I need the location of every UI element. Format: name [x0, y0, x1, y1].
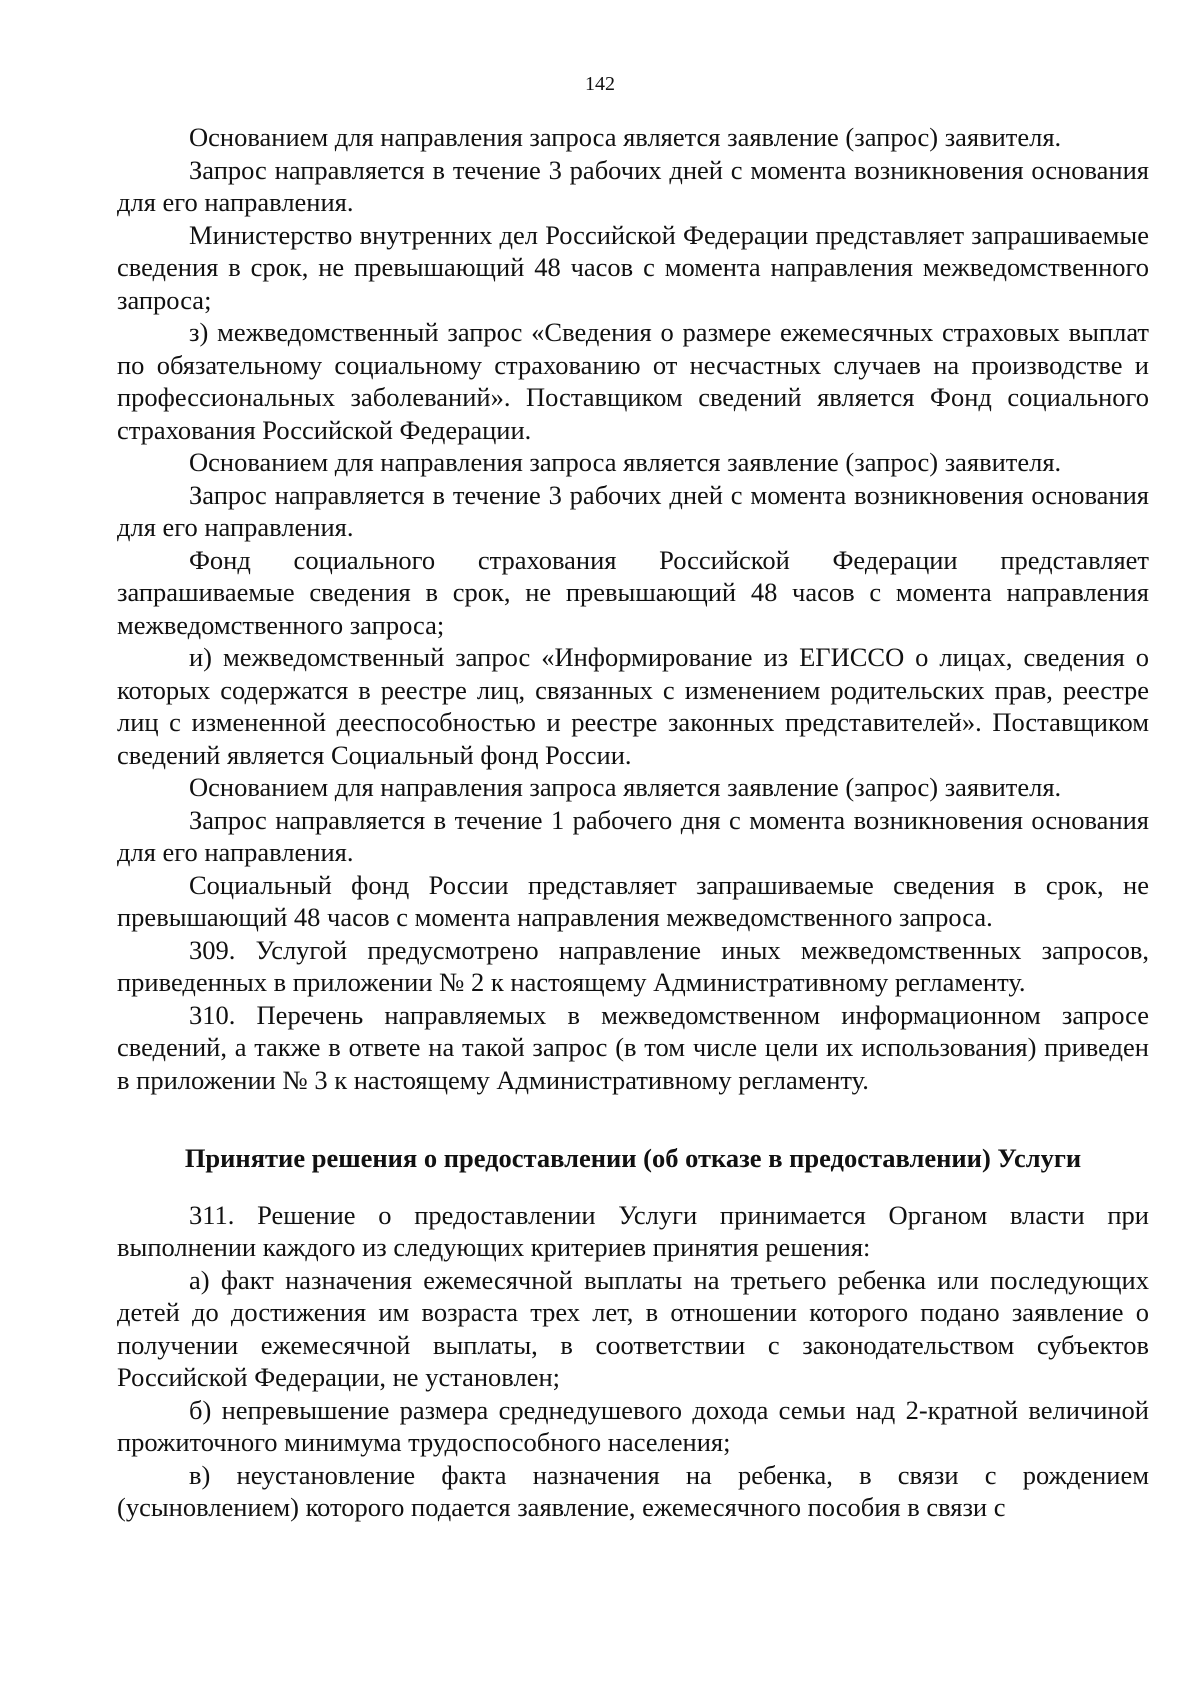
paragraph: з) межведомственный запрос «Сведения о размере ежемесячных страховых выплат по обязательному социальному страхованию от несчастных случаев на производстве и профессиональных заболеваний». Поставщиком сведений является Фонд социального страхования Российской Федерации. [117, 317, 1149, 445]
paragraph: 311. Решение о предоставлении Услуги принимается Органом власти при выполнении каждого из следующих критериев принятия решения: [117, 1199, 1149, 1262]
section-heading: Принятие решения о предоставлении (об отказе в предоставлении) Услуги [184, 1143, 1082, 1173]
paragraph: б) непревышение размера среднедушевого дохода семьи над 2-кратной величиной прожиточного минимума трудоспособного населения; [117, 1394, 1149, 1457]
paragraph: Основанием для направления запроса является заявление (запрос) заявителя. [189, 772, 1062, 802]
paragraph: Социальный фонд России представляет запрашиваемые сведения в срок, не превышающий 48 часов с момента направления межведомственного запроса. [117, 869, 1149, 932]
paragraph: и) межведомственный запрос «Информирование из ЕГИССО о лицах, сведения о которых содержатся в реестре лиц, связанных с изменением родительских прав, реестре лиц с измененной дееспособностью и реестре законных представителей». Поставщиком сведений является Социальный фонд России. [117, 642, 1149, 770]
paragraph: в) неустановление факта назначения на ребенка, в связи с рождением (усыновлением) которого подается заявление, ежемесячного пособия в связи с [117, 1459, 1149, 1522]
document-body [117, 121, 1149, 1524]
paragraph: Фонд социального страхования Российской Федерации представляет запрашиваемые сведения в срок, не превышающий 48 часов с момента направления межведомственного запроса; [117, 544, 1149, 640]
paragraph: Запрос направляется в течение 1 рабочего дня с момента возникновения основания для его направления. [117, 804, 1149, 867]
page-number: 142 [585, 73, 615, 95]
paragraph: Запрос направляется в течение 3 рабочих дней с момента возникновения основания для его направления. [117, 154, 1149, 217]
paragraph: Министерство внутренних дел Российской Федерации представляет запрашиваемые сведения в срок, не превышающий 48 часов с момента направления межведомственного запроса; [117, 219, 1149, 315]
paragraph: а) факт назначения ежемесячной выплаты на третьего ребенка или последующих детей до достижения им возраста трех лет, в отношении которого подано заявление о получении ежемесячной выплаты, в соответствии с законодательством субъектов Российской Федерации, не установлен; [117, 1264, 1149, 1392]
paragraph: Запрос направляется в течение 3 рабочих дней с момента возникновения основания для его направления. [117, 479, 1149, 542]
paragraph: Основанием для направления запроса является заявление (запрос) заявителя. [189, 122, 1062, 152]
paragraph: 310. Перечень направляемых в межведомственном информационном запросе сведений, а также в ответе на такой запрос (в том числе цели их использования) приведен в приложении № 3 к настоящему Административному регламенту. [117, 999, 1149, 1095]
paragraph: Основанием для направления запроса является заявление (запрос) заявителя. [189, 447, 1062, 477]
paragraph: 309. Услугой предусмотрено направление иных межведомственных запросов, приведенных в приложении № 2 к настоящему Административному регламенту. [117, 934, 1149, 997]
